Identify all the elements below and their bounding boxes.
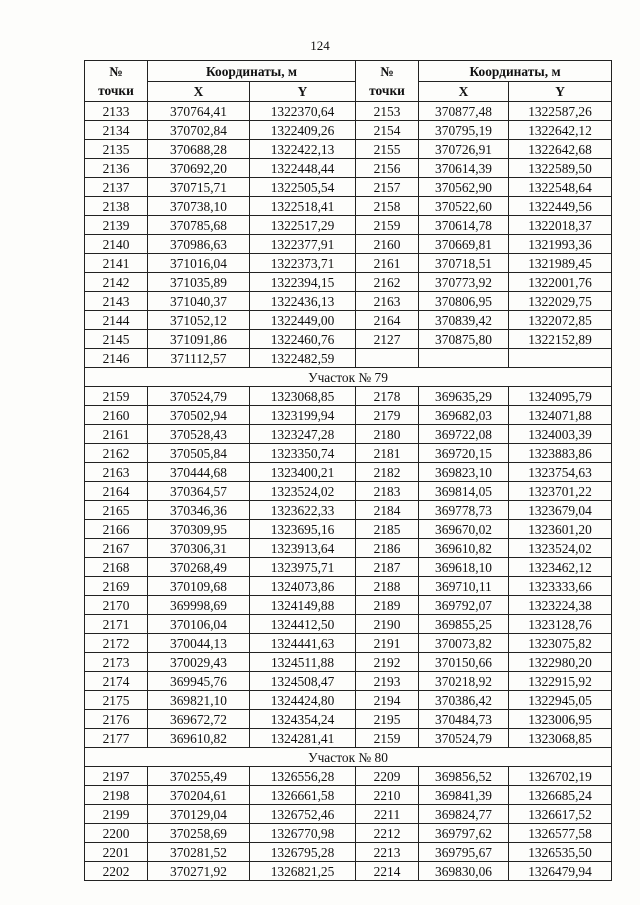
table-row — [85, 862, 612, 881]
x-coordinate: 370528,43 — [148, 425, 250, 444]
point-number: 2141 — [85, 254, 148, 273]
x-coordinate: 370044,13 — [148, 634, 250, 653]
y-coordinate: 1324441,63 — [250, 634, 356, 653]
table-row — [85, 824, 612, 843]
point-number: 2177 — [85, 729, 148, 748]
x-coordinate: 370255,49 — [148, 767, 250, 786]
point-number: 2175 — [85, 691, 148, 710]
point-number: 2135 — [85, 140, 148, 159]
section-title: Участок № 79 — [85, 368, 612, 387]
table-row — [85, 140, 612, 159]
x-coordinate-right: 369670,02 — [419, 520, 509, 539]
table-row — [85, 558, 612, 577]
point-number: 2197 — [85, 767, 148, 786]
point-number-right: 2184 — [356, 501, 419, 520]
table-row — [85, 273, 612, 292]
point-number-right: 2154 — [356, 121, 419, 140]
point-number-right: 2155 — [356, 140, 419, 159]
point-number: 2162 — [85, 444, 148, 463]
y-coordinate: 1326770,98 — [250, 824, 356, 843]
x-coordinate-right: 370669,81 — [419, 235, 509, 254]
y-coordinate: 1323695,16 — [250, 520, 356, 539]
y-coordinate-right: 1326685,24 — [509, 786, 612, 805]
point-number-right: 2182 — [356, 463, 419, 482]
x-coordinate: 370271,92 — [148, 862, 250, 881]
point-number: 2169 — [85, 577, 148, 596]
y-coordinate: 1324354,24 — [250, 710, 356, 729]
point-number: 2143 — [85, 292, 148, 311]
table-row — [85, 691, 612, 710]
point-label: точки — [98, 83, 134, 98]
point-number: 2136 — [85, 159, 148, 178]
y-coordinate-right: 1323462,12 — [509, 558, 612, 577]
point-number-right: 2211 — [356, 805, 419, 824]
point-number: 2140 — [85, 235, 148, 254]
x-coordinate: 370502,94 — [148, 406, 250, 425]
point-number: 2160 — [85, 406, 148, 425]
table-row — [85, 767, 612, 786]
x-coordinate: 370106,04 — [148, 615, 250, 634]
table-row — [85, 216, 612, 235]
point-number: 2145 — [85, 330, 148, 349]
x-coordinate: 370258,69 — [148, 824, 250, 843]
table-row — [85, 805, 612, 824]
coordinates-header-right: Координаты, м — [419, 61, 612, 82]
x-coordinate-right: 370726,91 — [419, 140, 509, 159]
y-coordinate-right: 1323754,63 — [509, 463, 612, 482]
point-number: 2172 — [85, 634, 148, 653]
x-coordinate-right: 370877,48 — [419, 102, 509, 121]
table-row — [85, 520, 612, 539]
y-coordinate: 1322436,13 — [250, 292, 356, 311]
point-number-right: 2178 — [356, 387, 419, 406]
y-coordinate-right: 1323075,82 — [509, 634, 612, 653]
y-coordinate-right: 1323128,76 — [509, 615, 612, 634]
x-coordinate: 371091,86 — [148, 330, 250, 349]
point-number: 2138 — [85, 197, 148, 216]
x-coordinate-right: 369856,52 — [419, 767, 509, 786]
y-coordinate-right: 1322642,12 — [509, 121, 612, 140]
y-coordinate-right: 1321993,36 — [509, 235, 612, 254]
y-coordinate-right: 1323601,20 — [509, 520, 612, 539]
x-coordinate-right — [419, 349, 509, 368]
x-coordinate-right: 370484,73 — [419, 710, 509, 729]
x-coordinate: 371035,89 — [148, 273, 250, 292]
point-number: 2202 — [85, 862, 148, 881]
y-coordinate: 1322460,76 — [250, 330, 356, 349]
point-number-right: 2127 — [356, 330, 419, 349]
point-number: 2159 — [85, 387, 148, 406]
x-coordinate-right: 369710,11 — [419, 577, 509, 596]
y-coordinate: 1322370,64 — [250, 102, 356, 121]
point-number-right: 2188 — [356, 577, 419, 596]
point-number-right: 2183 — [356, 482, 419, 501]
point-number-right: 2156 — [356, 159, 419, 178]
table-row — [85, 406, 612, 425]
x-coordinate-right: 370839,42 — [419, 311, 509, 330]
table-header — [85, 61, 612, 102]
table-row — [85, 786, 612, 805]
number-symbol: № — [380, 64, 394, 79]
y-coordinate: 1322448,44 — [250, 159, 356, 178]
y-coordinate: 1323199,94 — [250, 406, 356, 425]
point-number-right: 2209 — [356, 767, 419, 786]
table-row — [85, 178, 612, 197]
x-coordinate: 370268,49 — [148, 558, 250, 577]
x-coordinate-right: 370806,95 — [419, 292, 509, 311]
point-number-right: 2179 — [356, 406, 419, 425]
y-coordinate: 1322409,26 — [250, 121, 356, 140]
x-coordinate-right: 370795,19 — [419, 121, 509, 140]
x-coordinate-right: 369618,10 — [419, 558, 509, 577]
point-number-right: 2195 — [356, 710, 419, 729]
point-number: 2161 — [85, 425, 148, 444]
x-coordinate: 369610,82 — [148, 729, 250, 748]
x-coordinate-right: 370524,79 — [419, 729, 509, 748]
y-coordinate-right: 1322548,64 — [509, 178, 612, 197]
y-coordinate: 1322505,54 — [250, 178, 356, 197]
y-coordinate-right: 1326535,50 — [509, 843, 612, 862]
point-number-right: 2159 — [356, 216, 419, 235]
x-coordinate-right: 369720,15 — [419, 444, 509, 463]
y-coordinate-right: 1322980,20 — [509, 653, 612, 672]
y-header-right: Y — [509, 82, 612, 102]
x-coordinate: 370364,57 — [148, 482, 250, 501]
y-coordinate-right: 1323006,95 — [509, 710, 612, 729]
y-coordinate-right: 1322915,92 — [509, 672, 612, 691]
point-number-right: 2186 — [356, 539, 419, 558]
y-coordinate: 1323350,74 — [250, 444, 356, 463]
point-number: 2165 — [85, 501, 148, 520]
point-number-right: 2159 — [356, 729, 419, 748]
y-coordinate-right: 1326577,58 — [509, 824, 612, 843]
y-coordinate-right: 1323883,86 — [509, 444, 612, 463]
point-number: 2133 — [85, 102, 148, 121]
y-coordinate: 1322449,00 — [250, 311, 356, 330]
x-coordinate-right: 369830,06 — [419, 862, 509, 881]
point-number-right: 2192 — [356, 653, 419, 672]
y-coordinate-right: 1326479,94 — [509, 862, 612, 881]
x-coordinate-right: 370150,66 — [419, 653, 509, 672]
table-row — [85, 710, 612, 729]
x-coordinate-right: 369682,03 — [419, 406, 509, 425]
x-coordinate-right: 369792,07 — [419, 596, 509, 615]
x-coordinate: 371052,12 — [148, 311, 250, 330]
table-row — [85, 159, 612, 178]
table-row — [85, 121, 612, 140]
point-number-right: 2161 — [356, 254, 419, 273]
y-coordinate-right: 1322001,76 — [509, 273, 612, 292]
table-row — [85, 102, 612, 121]
x-coordinate: 370505,84 — [148, 444, 250, 463]
point-number: 2163 — [85, 463, 148, 482]
point-number: 2168 — [85, 558, 148, 577]
table-row — [85, 539, 612, 558]
y-coordinate-right: 1321989,45 — [509, 254, 612, 273]
x-coordinate-right: 369841,39 — [419, 786, 509, 805]
point-number-right: 2185 — [356, 520, 419, 539]
point-number-right: 2162 — [356, 273, 419, 292]
y-coordinate-right: 1323068,85 — [509, 729, 612, 748]
y-coordinate-right: 1323333,66 — [509, 577, 612, 596]
x-coordinate-right: 369814,05 — [419, 482, 509, 501]
y-coordinate: 1326556,28 — [250, 767, 356, 786]
x-coordinate: 370715,71 — [148, 178, 250, 197]
y-coordinate: 1323913,64 — [250, 539, 356, 558]
point-number-right: 2190 — [356, 615, 419, 634]
point-number: 2174 — [85, 672, 148, 691]
table-row — [85, 292, 612, 311]
table-row — [85, 197, 612, 216]
table-row — [85, 843, 612, 862]
y-coordinate: 1323400,21 — [250, 463, 356, 482]
x-coordinate-right: 369795,67 — [419, 843, 509, 862]
y-coordinate: 1322422,13 — [250, 140, 356, 159]
table-row — [85, 349, 612, 368]
y-coordinate: 1322377,91 — [250, 235, 356, 254]
y-coordinate-right: 1323701,22 — [509, 482, 612, 501]
point-number-right: 2210 — [356, 786, 419, 805]
y-coordinate: 1323524,02 — [250, 482, 356, 501]
x-coordinate: 370309,95 — [148, 520, 250, 539]
table-row — [85, 387, 612, 406]
x-coordinate: 369672,72 — [148, 710, 250, 729]
point-number-right: 2153 — [356, 102, 419, 121]
x-coordinate-right: 369635,29 — [419, 387, 509, 406]
table-row — [85, 311, 612, 330]
x-coordinate-right: 370522,60 — [419, 197, 509, 216]
y-coordinate: 1322373,71 — [250, 254, 356, 273]
y-coordinate: 1326661,58 — [250, 786, 356, 805]
point-number-right: 2180 — [356, 425, 419, 444]
point-number: 2171 — [85, 615, 148, 634]
point-number-right: 2214 — [356, 862, 419, 881]
y-coordinate: 1322482,59 — [250, 349, 356, 368]
point-number: 2200 — [85, 824, 148, 843]
x-coordinate: 370524,79 — [148, 387, 250, 406]
point-number-right: 2189 — [356, 596, 419, 615]
y-coordinate: 1324511,88 — [250, 653, 356, 672]
point-number: 2134 — [85, 121, 148, 140]
y-coordinate-right: 1322587,26 — [509, 102, 612, 121]
point-number-right: 2213 — [356, 843, 419, 862]
point-number-right: 2181 — [356, 444, 419, 463]
y-coordinate: 1323975,71 — [250, 558, 356, 577]
y-coordinate-right: 1322072,85 — [509, 311, 612, 330]
y-coordinate-right: 1326617,52 — [509, 805, 612, 824]
y-coordinate-right: 1323524,02 — [509, 539, 612, 558]
x-coordinate-right: 370875,80 — [419, 330, 509, 349]
y-coordinate: 1324412,50 — [250, 615, 356, 634]
point-number: 2201 — [85, 843, 148, 862]
y-coordinate-right: 1323679,04 — [509, 501, 612, 520]
point-number-right: 2163 — [356, 292, 419, 311]
x-coordinate: 370129,04 — [148, 805, 250, 824]
y-coordinate-right: 1322018,37 — [509, 216, 612, 235]
section-row — [85, 368, 612, 387]
point-number: 2146 — [85, 349, 148, 368]
x-coordinate-right: 370614,78 — [419, 216, 509, 235]
x-coordinate: 370702,84 — [148, 121, 250, 140]
x-coordinate: 370346,36 — [148, 501, 250, 520]
table-body — [85, 102, 612, 881]
y-coordinate: 1322394,15 — [250, 273, 356, 292]
section-title: Участок № 80 — [85, 748, 612, 767]
x-coordinate-right: 370386,42 — [419, 691, 509, 710]
x-coordinate: 370986,63 — [148, 235, 250, 254]
y-coordinate: 1326795,28 — [250, 843, 356, 862]
y-coordinate-right: 1322945,05 — [509, 691, 612, 710]
x-coordinate-right: 370073,82 — [419, 634, 509, 653]
point-number: 2173 — [85, 653, 148, 672]
x-coordinate: 370764,41 — [148, 102, 250, 121]
y-coordinate-right: 1324071,88 — [509, 406, 612, 425]
point-number-right: 2193 — [356, 672, 419, 691]
x-coordinate: 370738,10 — [148, 197, 250, 216]
x-header: X — [148, 82, 250, 102]
point-number-right: 2157 — [356, 178, 419, 197]
number-symbol: № — [109, 64, 123, 79]
y-coordinate-right: 1322029,75 — [509, 292, 612, 311]
point-number: 2142 — [85, 273, 148, 292]
point-number: 2137 — [85, 178, 148, 197]
point-number: 2170 — [85, 596, 148, 615]
x-coordinate: 370444,68 — [148, 463, 250, 482]
point-number-right: 2191 — [356, 634, 419, 653]
x-coordinate: 370692,20 — [148, 159, 250, 178]
y-coordinate-right: 1322152,89 — [509, 330, 612, 349]
y-coordinate-right — [509, 349, 612, 368]
table-row — [85, 653, 612, 672]
table-row — [85, 729, 612, 748]
page-number: 124 — [310, 38, 330, 53]
point-number-right: 2164 — [356, 311, 419, 330]
x-coordinate-right: 370562,90 — [419, 178, 509, 197]
table-row — [85, 615, 612, 634]
y-coordinate: 1322517,29 — [250, 216, 356, 235]
x-coordinate-right: 370614,39 — [419, 159, 509, 178]
point-number: 2166 — [85, 520, 148, 539]
x-coordinate-right: 369797,62 — [419, 824, 509, 843]
point-number: 2139 — [85, 216, 148, 235]
point-number: 2144 — [85, 311, 148, 330]
x-coordinate: 371016,04 — [148, 254, 250, 273]
coordinates-table — [84, 60, 612, 881]
point-number: 2198 — [85, 786, 148, 805]
x-coordinate-right: 369610,82 — [419, 539, 509, 558]
y-coordinate: 1324281,41 — [250, 729, 356, 748]
point-number-header-right — [356, 61, 419, 102]
table-row — [85, 577, 612, 596]
y-coordinate: 1323247,28 — [250, 425, 356, 444]
y-coordinate: 1324073,86 — [250, 577, 356, 596]
table-row — [85, 235, 612, 254]
x-coordinate-right: 369855,25 — [419, 615, 509, 634]
point-number-right: 2187 — [356, 558, 419, 577]
table-row — [85, 444, 612, 463]
x-coordinate-right: 369778,73 — [419, 501, 509, 520]
x-coordinate: 370204,61 — [148, 786, 250, 805]
y-coordinate-right: 1323224,38 — [509, 596, 612, 615]
x-coordinate: 369821,10 — [148, 691, 250, 710]
x-coordinate-right: 370218,92 — [419, 672, 509, 691]
y-coordinate-right: 1322589,50 — [509, 159, 612, 178]
table-row — [85, 254, 612, 273]
x-coordinate: 371112,57 — [148, 349, 250, 368]
y-coordinate: 1324508,47 — [250, 672, 356, 691]
x-coordinate: 370306,31 — [148, 539, 250, 558]
y-coordinate: 1324149,88 — [250, 596, 356, 615]
table-row — [85, 463, 612, 482]
y-coordinate-right: 1324003,39 — [509, 425, 612, 444]
point-number-right: 2212 — [356, 824, 419, 843]
y-coordinate: 1323068,85 — [250, 387, 356, 406]
y-coordinate: 1322518,41 — [250, 197, 356, 216]
coordinates-header: Координаты, м — [148, 61, 356, 82]
table-row — [85, 596, 612, 615]
point-label: точки — [369, 83, 405, 98]
point-number-right: 2160 — [356, 235, 419, 254]
x-coordinate: 371040,37 — [148, 292, 250, 311]
table-row — [85, 634, 612, 653]
y-coordinate-right: 1324095,79 — [509, 387, 612, 406]
table-row — [85, 330, 612, 349]
table-row — [85, 501, 612, 520]
point-number-right — [356, 349, 419, 368]
point-number-right: 2194 — [356, 691, 419, 710]
y-coordinate: 1324424,80 — [250, 691, 356, 710]
y-coordinate-right: 1322642,68 — [509, 140, 612, 159]
section-row — [85, 748, 612, 767]
point-number: 2167 — [85, 539, 148, 558]
x-coordinate-right: 369824,77 — [419, 805, 509, 824]
point-number-header — [85, 61, 148, 102]
y-coordinate: 1323622,33 — [250, 501, 356, 520]
y-coordinate: 1326821,25 — [250, 862, 356, 881]
x-coordinate-right: 369722,08 — [419, 425, 509, 444]
x-coordinate: 370281,52 — [148, 843, 250, 862]
x-coordinate: 370785,68 — [148, 216, 250, 235]
y-header: Y — [250, 82, 356, 102]
x-coordinate-right: 370718,51 — [419, 254, 509, 273]
y-coordinate-right: 1322449,56 — [509, 197, 612, 216]
table-row — [85, 425, 612, 444]
x-coordinate: 370109,68 — [148, 577, 250, 596]
point-number: 2164 — [85, 482, 148, 501]
point-number: 2199 — [85, 805, 148, 824]
x-coordinate: 369998,69 — [148, 596, 250, 615]
x-coordinate: 370688,28 — [148, 140, 250, 159]
x-coordinate-right: 370773,92 — [419, 273, 509, 292]
x-header-right: X — [419, 82, 509, 102]
y-coordinate-right: 1326702,19 — [509, 767, 612, 786]
y-coordinate: 1326752,46 — [250, 805, 356, 824]
x-coordinate-right: 369823,10 — [419, 463, 509, 482]
x-coordinate: 369945,76 — [148, 672, 250, 691]
table-row — [85, 482, 612, 501]
point-number: 2176 — [85, 710, 148, 729]
x-coordinate: 370029,43 — [148, 653, 250, 672]
table-row — [85, 672, 612, 691]
point-number-right: 2158 — [356, 197, 419, 216]
